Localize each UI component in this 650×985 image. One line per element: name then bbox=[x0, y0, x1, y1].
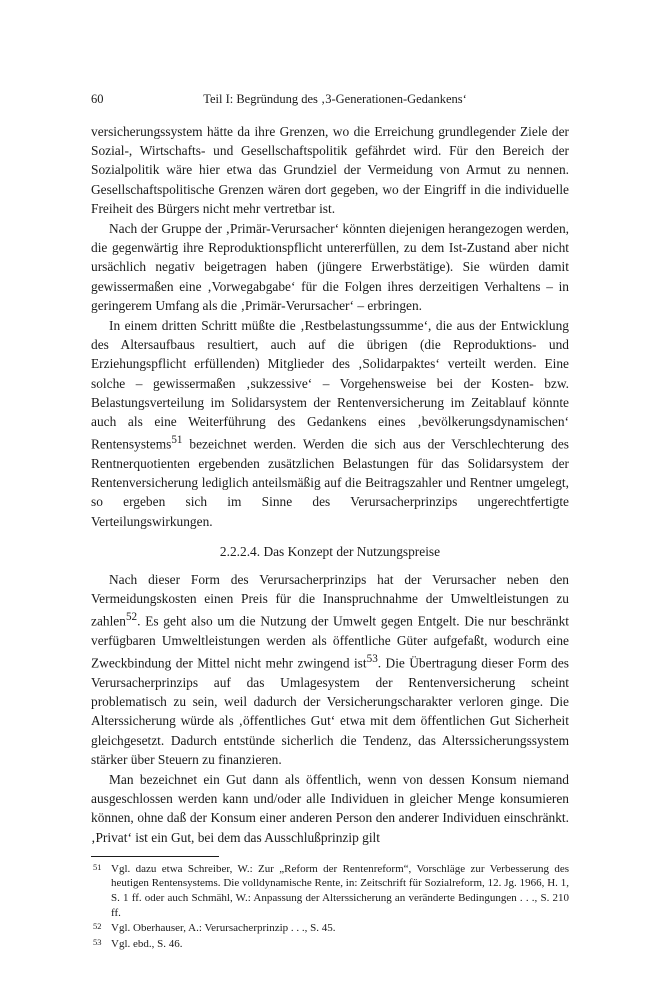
footnote-text: Vgl. ebd., S. 46. bbox=[111, 937, 183, 950]
footnotes bbox=[91, 862, 569, 952]
paragraph-text: bezeichnet werden. Werden die sich aus der Verschlechterung des Rentnerquotienten ergebenden zusätzlichen Belastungen für das Solidarsystem der Rentenversicherung lediglich anteilsmäßig auf die Beitragszahler und Rentner umgelegt, so ergeben sich im Sinne des Verursacherprinzips ungerechtfertigte Verteilungswirkungen. bbox=[91, 436, 569, 529]
footnote-text: Vgl. Oberhauser, A.: Verursacherprinzip . . ., S. 45. bbox=[111, 922, 336, 935]
page-header bbox=[91, 92, 569, 112]
footnote-ref-52: 52 bbox=[125, 611, 138, 624]
footnote bbox=[91, 862, 569, 920]
footnote-number: 53 bbox=[93, 936, 102, 947]
page-number: 60 bbox=[91, 92, 104, 106]
footnote bbox=[91, 921, 569, 936]
paragraph: Man bezeichnet ein Gut dann als öffentlich, wenn von dessen Konsum niemand ausgeschlossen werden kann und/oder alle Individuen in gleicher Menge konsumieren können, ohne daß der Konsum einer anderen Person den anderer Individuen einschränkt. ‚Privat‘ ist ein Gut, bei dem das Ausschlußprinzip gilt bbox=[91, 771, 569, 845]
footnote bbox=[91, 937, 569, 952]
section-heading: 2.2.2.4. Das Konzept der Nutzungspreise bbox=[219, 543, 441, 559]
paragraph-continued: versicherungssystem hätte da ihre Grenzen, wo die Erreichung grundlegender Ziele der Sozial-, Wirtschafts- und Gesellschaftspolitik gefährdet wird. Für den Bereich der Sozialpolitik wäre hier etwa das Grundziel der Vermeidung von Armut zu nennen. Gesellschaftspolitische Grenzen wären dort gegeben, wo der Eingriff in die individuelle Freiheit des Bürgers nicht mehr vertretbar ist. bbox=[91, 124, 569, 216]
body-text bbox=[91, 122, 569, 847]
book-page bbox=[91, 92, 569, 951]
paragraph bbox=[91, 570, 569, 769]
paragraph-text: . Die Übertragung dieser Form des Verursacherprinzips auf das Umlagesystem der Rentenversicherung scheint problematisch zu sein, weil dadurch der Versicherungscharakter verloren ginge. Die Alterssicherung würde als ‚öffentliches Gut‘ etwa mit dem öffentlichen Gut Sicherheit gleichgesetzt. Dadurch entstünde sicherlich die Tendenz, das Alterssicherungssystem stärker über Steuern zu finanzieren. bbox=[91, 655, 569, 767]
running-title: Teil I: Begründung des ‚3-Generationen-Gedankens‘ bbox=[203, 92, 467, 106]
footnote-ref-53: 53 bbox=[366, 653, 378, 666]
paragraph-text: Nach dieser Form des Verursacherprinzips hat der Verursacher neben den Vermeidungskosten einen Preis für die Inanspruchnahme der Umweltleistungen zu zahlen bbox=[91, 571, 569, 629]
paragraph: Nach der Gruppe der ‚Primär-Verursacher‘ könnten diejenigen herangezogen werden, die gegenwärtig ihre Reproduktionspflicht untererfüllen, zu dem Ist-Zustand aber nicht ursächlich negativ beigetragen haben (jüngere Erwerbstätige). Sie würden damit gewissermaßen eine ‚Vorwegabgabe‘ für die Folgen ihres derzeitigen Verhaltens – in geringerem Umfang als die ‚Primär-Verursacher‘ – erbringen. bbox=[91, 221, 569, 313]
paragraph-text: In einem dritten Schritt müßte die ‚Restbelastungssumme‘, die aus der Entwicklung des Altersaufbaus resultiert, auch auf die übrigen (die Reproduktions- und Erziehungspflicht erfüllenden) Mitglieder des ‚Solidarpaktes‘ verteilt werden. Eine solche – gewissermaßen ‚sukzessive‘ – Vorgehensweise bei der Kosten- bzw. Belastungsverteilung im Solidarsystem der Rentenversicherung im Zeitablauf könnte auch als eine Weiterführung des Gedankens eines ‚bevölkerungsdynamischen‘ Rentensystems bbox=[91, 318, 569, 452]
footnote-divider bbox=[91, 856, 219, 857]
footnote-ref-51: 51 bbox=[171, 434, 183, 447]
paragraph-text: . Es geht also um die Nutzung der Umwelt gegen Entgelt. Die nur beschränkt verfügbaren Umweltleistungen werden als öffentliche Güter aufgefaßt, wodurch eine Zweckbindung der Mittel nicht mehr zwingend ist bbox=[91, 613, 569, 671]
footnote-text: Vgl. dazu etwa Schreiber, W.: Zur „Reform der Rentenreform“, Vorschläge zur Verbesserung des heutigen Rentensystems. Die volldynamische Rente, in: Zeitschrift für Sozialreform, 12. Jg. 1966, H. 1, S. 1 ff. oder auch Schmähl, W.: Anpassung der Alterssicherung an veränderte Bedingungen . . ., S. 210 ff. bbox=[111, 862, 569, 919]
footnote-number: 52 bbox=[93, 921, 102, 932]
footnote-number: 51 bbox=[93, 861, 102, 872]
paragraph bbox=[91, 316, 569, 531]
